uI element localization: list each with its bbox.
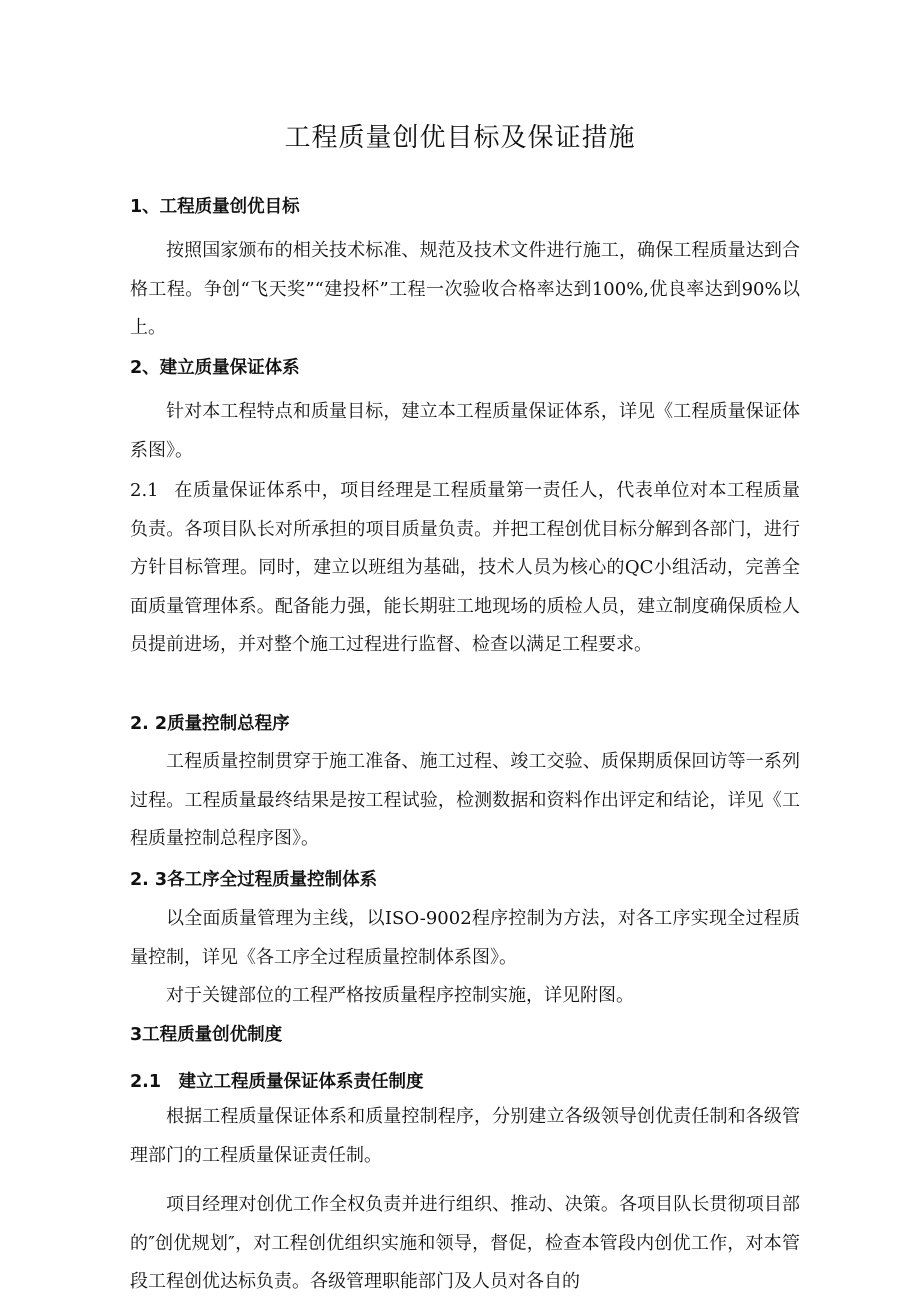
- section-heading-1: 1、工程质量创优目标: [130, 197, 300, 217]
- section-heading-2: 2、建立质量保证体系: [130, 358, 300, 378]
- section-heading-2-2: 2. 2质量控制总程序: [130, 714, 290, 734]
- section-paragraph-2-2: 工程质量控制贯穿于施工准备、施工过程、竣工交验、质保期质保回访等一系列过程。工程质量最终结果是按工程试验，检测数据和资料作出评定和结论，详见《工程质量控制总程序图》。: [130, 751, 800, 850]
- section-paragraph-3-1b: 项目经理对创优工作全权负责并进行组织、推动、决策。各项目队长贯彻项目部的″创优规划″，对工程创优组织实施和领导，督促，检查本管段内创优工作，对本管段工程创优达标负责。各级管理职能部门及人员对各自的: [130, 1194, 800, 1293]
- section-heading-3-1: 2.1 建立工程质量保证体系责任制度: [130, 1072, 424, 1092]
- section-paragraph-2-3b: 对于关键部位的工程严格按质量程序控制实施，详见附图。: [166, 985, 634, 1006]
- section-paragraph-3-1a: 根据工程质量保证体系和质量控制程序，分别建立各级领导创优责任制和各级管理部门的工程质量保证责任制。: [130, 1106, 800, 1166]
- section-paragraph-2-3a: 以全面质量管理为主线，以ISO-9002程序控制为方法，对各工序实现全过程质量控制，详见《各工序全过程质量控制体系图》。: [130, 908, 800, 968]
- section-paragraph-2: 针对本工程特点和质量目标，建立本工程质量保证体系，详见《工程质量保证体系图》。: [130, 401, 800, 461]
- subsection-number: 2.1: [130, 480, 159, 501]
- section-paragraph-1: 按照国家颁布的相关技术标准、规范及技术文件进行施工，确保工程质量达到合格工程。争创“飞天奖”“建投杯”工程一次验收合格率达到100%,优良率达到90%以上。: [130, 240, 800, 339]
- document-title: 工程质量创优目标及保证措施: [284, 123, 636, 153]
- subsection-text: 在质量保证体系中，项目经理是工程质量第一责任人，代表单位对本工程质量负责。各项目队长对所承担的项目质量负责。并把工程创优目标分解到各部门，进行方针目标管理。同时，建立以班组为基础，技术人员为核心的QC小组活动，完善全面质量管理体系。配备能力强，能长期驻工地现场的质检人员，建立制度确保质检人员提前进场，并对整个施工过程进行监督、检查以满足工程要求。: [130, 480, 800, 656]
- section-heading-2-3: 2. 3各工序全过程质量控制体系: [130, 870, 378, 890]
- section-heading-3: 3工程质量创优制度: [130, 1025, 283, 1045]
- section-paragraph-2-1: [130, 472, 800, 665]
